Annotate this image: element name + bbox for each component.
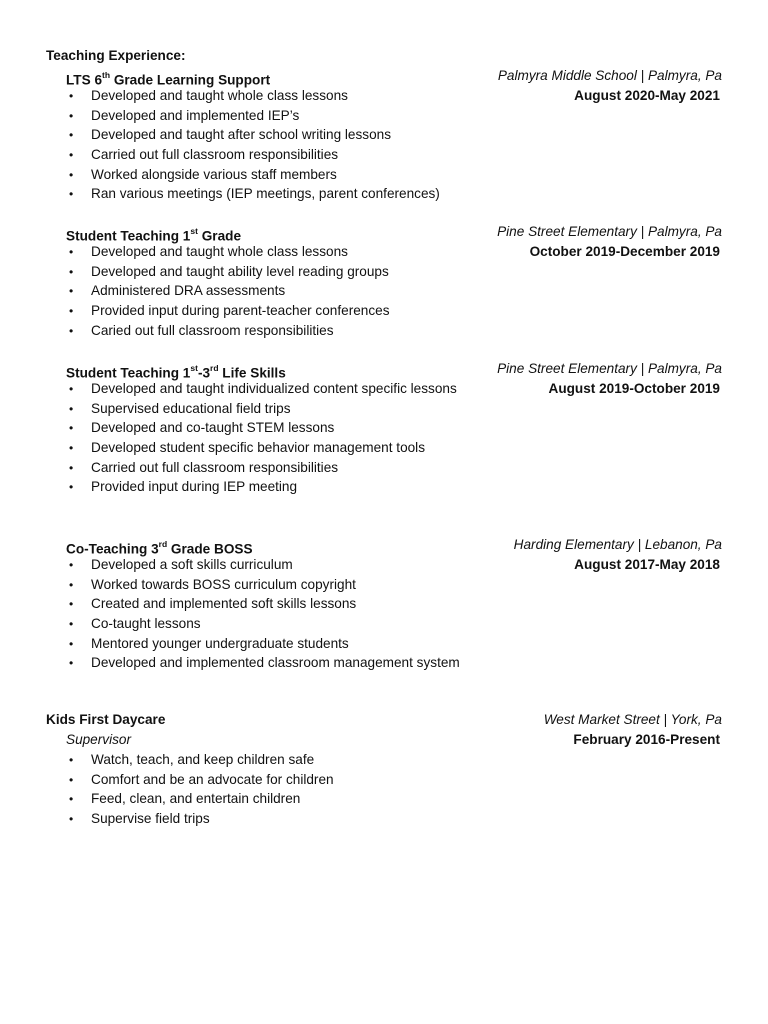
job-dates: October 2019-December 2019 bbox=[529, 244, 720, 259]
list-item: • Comfort and be an advocate for children bbox=[69, 771, 334, 787]
list-item: • Developed and co-taught STEM lessons bbox=[69, 420, 335, 436]
list-item: • Developed and taught whole class lessons bbox=[69, 244, 348, 259]
bullet-icon: • bbox=[69, 772, 74, 787]
list-item: • Worked towards BOSS curriculum copyright bbox=[69, 576, 356, 592]
bullet-icon: • bbox=[69, 812, 74, 827]
list-item: • Mentored younger undergraduate students bbox=[69, 635, 349, 651]
bullet-icon: • bbox=[69, 792, 74, 807]
job-location: West Market Street | York, Pa bbox=[543, 712, 722, 727]
bullet-icon: • bbox=[69, 89, 74, 103]
list-item: • Created and implemented soft skills lessons bbox=[69, 596, 357, 612]
bullet-icon: • bbox=[69, 382, 74, 396]
list-item: • Developed and taught individualized content specific lessons bbox=[69, 381, 457, 396]
bullet-list bbox=[66, 87, 440, 205]
list-item: • Feed, clean, and entertain children bbox=[69, 791, 301, 807]
job-dates: August 2017-May 2018 bbox=[574, 557, 720, 572]
job-location: Pine Street Elementary | Palmyra, Pa bbox=[497, 224, 722, 239]
list-item: • Developed and taught after school writing lessons bbox=[69, 127, 391, 143]
job-location: Palmyra Middle School | Palmyra, Pa bbox=[497, 68, 722, 83]
list-item: • Administered DRA assessments bbox=[69, 283, 286, 299]
list-item: • Carried out full classroom responsibilities bbox=[69, 459, 339, 475]
list-item: • Developed and taught ability level reading groups bbox=[69, 263, 389, 279]
list-item: • Carried out full classroom responsibilities bbox=[69, 147, 339, 163]
bullet-icon: • bbox=[69, 128, 74, 143]
bullet-icon: • bbox=[69, 558, 74, 572]
job-title: Student Teaching 1st-3rd Life Skills bbox=[66, 363, 286, 381]
job-location: Harding Elementary | Lebanon, Pa bbox=[513, 537, 722, 552]
bullet-list bbox=[66, 243, 390, 341]
list-item: • Worked alongside various staff members bbox=[69, 166, 337, 182]
list-item: • Developed student specific behavior management tools bbox=[69, 440, 426, 456]
bullet-icon: • bbox=[69, 753, 74, 767]
bullet-icon: • bbox=[69, 187, 74, 202]
bullet-icon: • bbox=[69, 148, 74, 163]
job-title: Student Teaching 1st Grade bbox=[66, 226, 242, 244]
job-location: Pine Street Elementary | Palmyra, Pa bbox=[497, 361, 722, 376]
bullet-icon: • bbox=[69, 656, 74, 671]
list-item: • Co-taught lessons bbox=[69, 616, 201, 632]
bullet-icon: • bbox=[69, 577, 74, 592]
bullet-list bbox=[66, 556, 460, 674]
bullet-icon: • bbox=[69, 284, 74, 299]
bullet-icon: • bbox=[69, 401, 74, 416]
bullet-icon: • bbox=[69, 480, 74, 495]
bullet-icon: • bbox=[69, 323, 74, 338]
bullet-icon: • bbox=[69, 636, 74, 651]
list-item: • Supervise field trips bbox=[69, 811, 210, 827]
section-heading: Teaching Experience: bbox=[46, 48, 186, 63]
bullet-icon: • bbox=[69, 460, 74, 475]
bullet-icon: • bbox=[69, 264, 74, 279]
job-title: Co-Teaching 3rd Grade BOSS bbox=[66, 539, 253, 557]
bullet-icon: • bbox=[69, 441, 74, 456]
bullet-icon: • bbox=[69, 597, 74, 612]
list-item: • Developed and implemented classroom management system bbox=[69, 655, 460, 671]
bullet-icon: • bbox=[69, 421, 74, 436]
bullet-icon: • bbox=[69, 245, 74, 259]
bullet-icon: • bbox=[69, 167, 74, 182]
org-title: Kids First Daycare bbox=[46, 712, 166, 727]
bullet-icon: • bbox=[69, 617, 74, 632]
bullet-icon: • bbox=[69, 108, 74, 123]
list-item: • Caried out full classroom responsibilities bbox=[69, 322, 334, 338]
list-item: • Developed and taught whole class lessons bbox=[69, 88, 348, 103]
list-item: • Ran various meetings (IEP meetings, parent conferences) bbox=[69, 186, 440, 202]
job-dates: August 2020-May 2021 bbox=[574, 88, 720, 103]
list-item: • Provided input during parent-teacher conferences bbox=[69, 303, 390, 319]
list-item: • Supervised educational field trips bbox=[69, 400, 291, 416]
bullet-list bbox=[66, 751, 334, 830]
job-dates: February 2016-Present bbox=[573, 732, 720, 747]
list-item: • Developed a soft skills curriculum bbox=[69, 557, 293, 572]
bullet-list bbox=[66, 380, 457, 498]
job-title: LTS 6th Grade Learning Support bbox=[66, 70, 271, 88]
job-dates: August 2019-October 2019 bbox=[548, 381, 720, 396]
list-item: • Watch, teach, and keep children safe bbox=[69, 752, 315, 767]
role-title: Supervisor bbox=[66, 732, 131, 747]
list-item: • Provided input during IEP meeting bbox=[69, 479, 298, 495]
bullet-icon: • bbox=[69, 304, 74, 319]
list-item: • Developed and implemented IEP’s bbox=[69, 107, 300, 123]
